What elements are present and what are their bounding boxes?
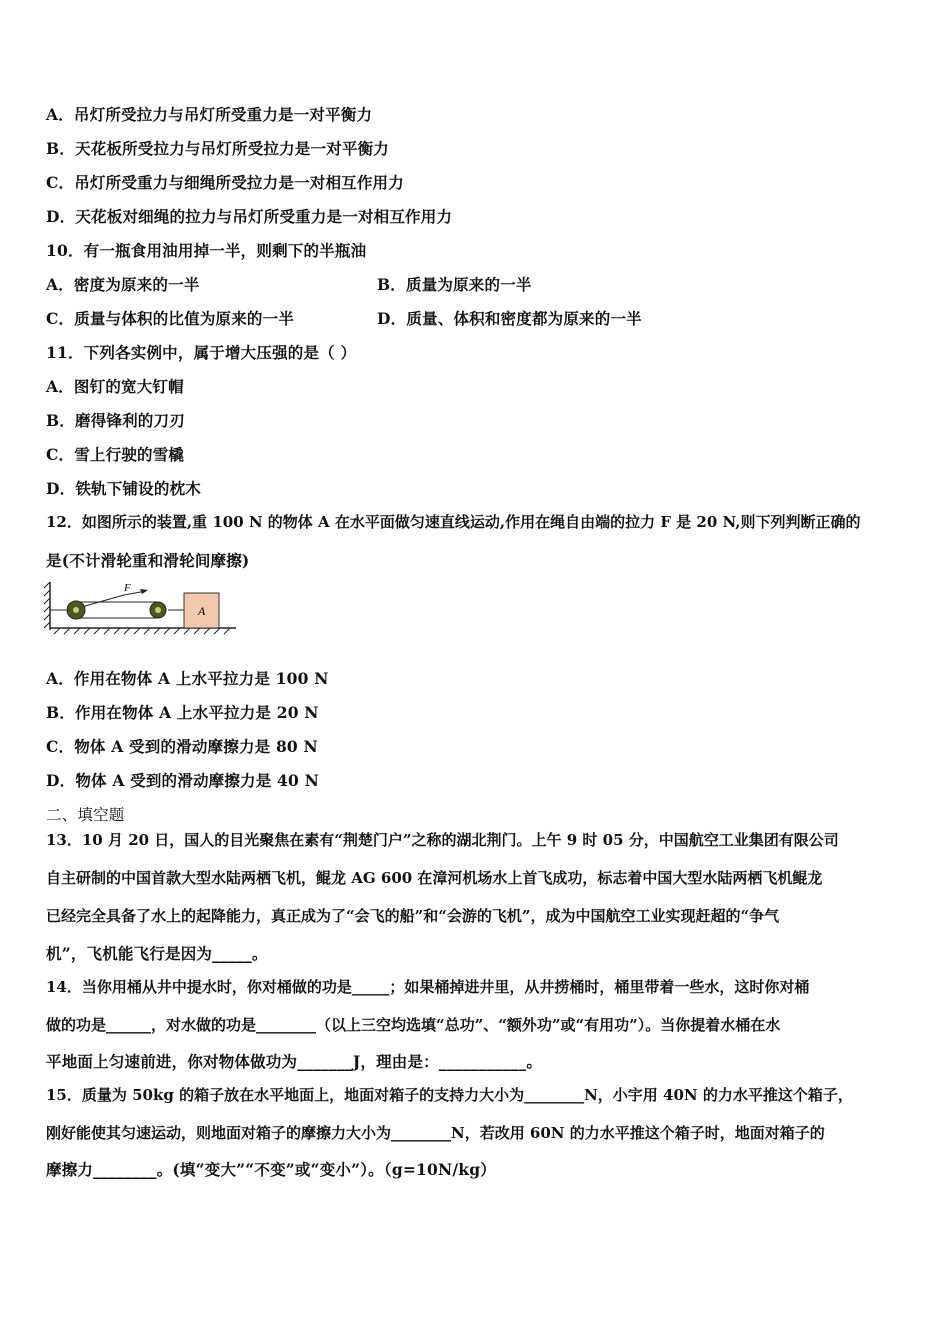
force-label: F [124, 582, 131, 594]
q10-option-b: B．质量为原来的一半 [377, 275, 532, 294]
wall-hatch [44, 582, 50, 628]
q15-line1: 15．质量为 50kg 的箱子放在水平地面上，地面对箱子的支持力大小为________N，小宇用 40N 的力水平推这个箱子， [46, 1086, 853, 1104]
q12-option-b: B．作用在物体 A 上水平拉力是 20 N [46, 703, 319, 722]
q15-line2: 刚好能使其匀速运动，则地面对箱子的摩擦力大小为________N，若改用 60N 的力水平推这个箱子时，地面对箱子的 [46, 1124, 825, 1142]
q9-option-b: B．天花板所受拉力与吊灯所受拉力是一对平衡力 [46, 139, 390, 158]
q13-line2: 自主研制的中国首款大型水陆两栖飞机，鲲龙 AG 600 在漳河机场水上首飞成功，标志着中国大型水陆两栖飞机鲲龙 [46, 869, 823, 887]
q12-option-c: C．物体 A 受到的滑动摩擦力是 80 N [46, 737, 318, 756]
q13-line1: 13．10 月 20 日，国人的目光聚焦在素有“荆楚门户”之称的湖北荆门。上午 9 时 05 分，中国航空工业集团有限公司 [46, 831, 839, 849]
q10-option-d: D．质量、体积和密度都为原来的一半 [377, 309, 642, 328]
q10-option-c: C．质量与体积的比值为原来的一半 [46, 309, 295, 328]
q9-option-c: C．吊灯所受重力与细绳所受拉力是一对相互作用力 [46, 173, 404, 192]
q11-option-c: C．雪上行驶的雪橇 [46, 445, 185, 464]
pulley-diagram [44, 578, 244, 636]
q11-option-a: A．图钉的宽大钉帽 [46, 377, 184, 396]
q11-option-b: B．磨得锋利的刀刃 [46, 411, 185, 430]
block-a-label: A [198, 604, 206, 618]
q14-line3: 平地面上匀速前进，你对物体做功为_______J，理由是：___________。 [46, 1052, 543, 1071]
q11-stem: 11．下列各实例中，属于增大压强的是（ ） [46, 343, 357, 362]
q14-line1: 14．当你用桶从井中提水时，你对桶做的功是_____；如果桶掉进井里，从井捞桶时，桶里带着一些水，这时你对桶 [46, 978, 810, 996]
q9-option-d: D．天花板对细绳的拉力与吊灯所受重力是一对相互作用力 [46, 207, 453, 226]
fixed-pulley-axle [73, 607, 79, 613]
q11-option-d: D．铁轨下铺设的枕木 [46, 479, 201, 498]
force-arrow-head [140, 589, 148, 594]
q12-stem-line2: 是(不计滑轮重和滑轮间摩擦) [46, 551, 250, 570]
q12-stem-line1: 12．如图所示的装置,重 100 N 的物体 A 在水平面做匀速直线运动,作用在绳自由端的拉力 F 是 20 N,则下列判断正确的 [46, 513, 861, 531]
q13-line3: 已经完全具备了水上的起降能力，真正成为了“会飞的船”和“会游的飞机”，成为中国航空工业实现赶超的“争气 [46, 907, 780, 925]
q12-option-d: D．物体 A 受到的滑动摩擦力是 40 N [46, 771, 319, 790]
q12-option-a: A．作用在物体 A 上水平拉力是 100 N [46, 669, 329, 688]
q10-option-a: A．密度为原来的一半 [46, 275, 200, 294]
q13-line4: 机”，飞机能飞行是因为_____。 [46, 944, 268, 963]
q10-stem: 10．有一瓶食用油用掉一半，则剩下的半瓶油 [46, 241, 367, 260]
q14-line2: 做的功是______，对水做的功是________（以上三空均选填“总功”、“额外功”或“有用功”）。当你提着水桶在水 [46, 1016, 781, 1034]
ground-hatch [54, 628, 230, 634]
q9-option-a: A．吊灯所受拉力与吊灯所受重力是一对平衡力 [46, 105, 373, 124]
movable-pulley-axle [155, 607, 161, 613]
section-title: 二、填空题 [46, 806, 125, 824]
q15-line3: 摩擦力________。(填“变大”“不变”或“变小”）。（g=10N/kg） [46, 1160, 496, 1179]
